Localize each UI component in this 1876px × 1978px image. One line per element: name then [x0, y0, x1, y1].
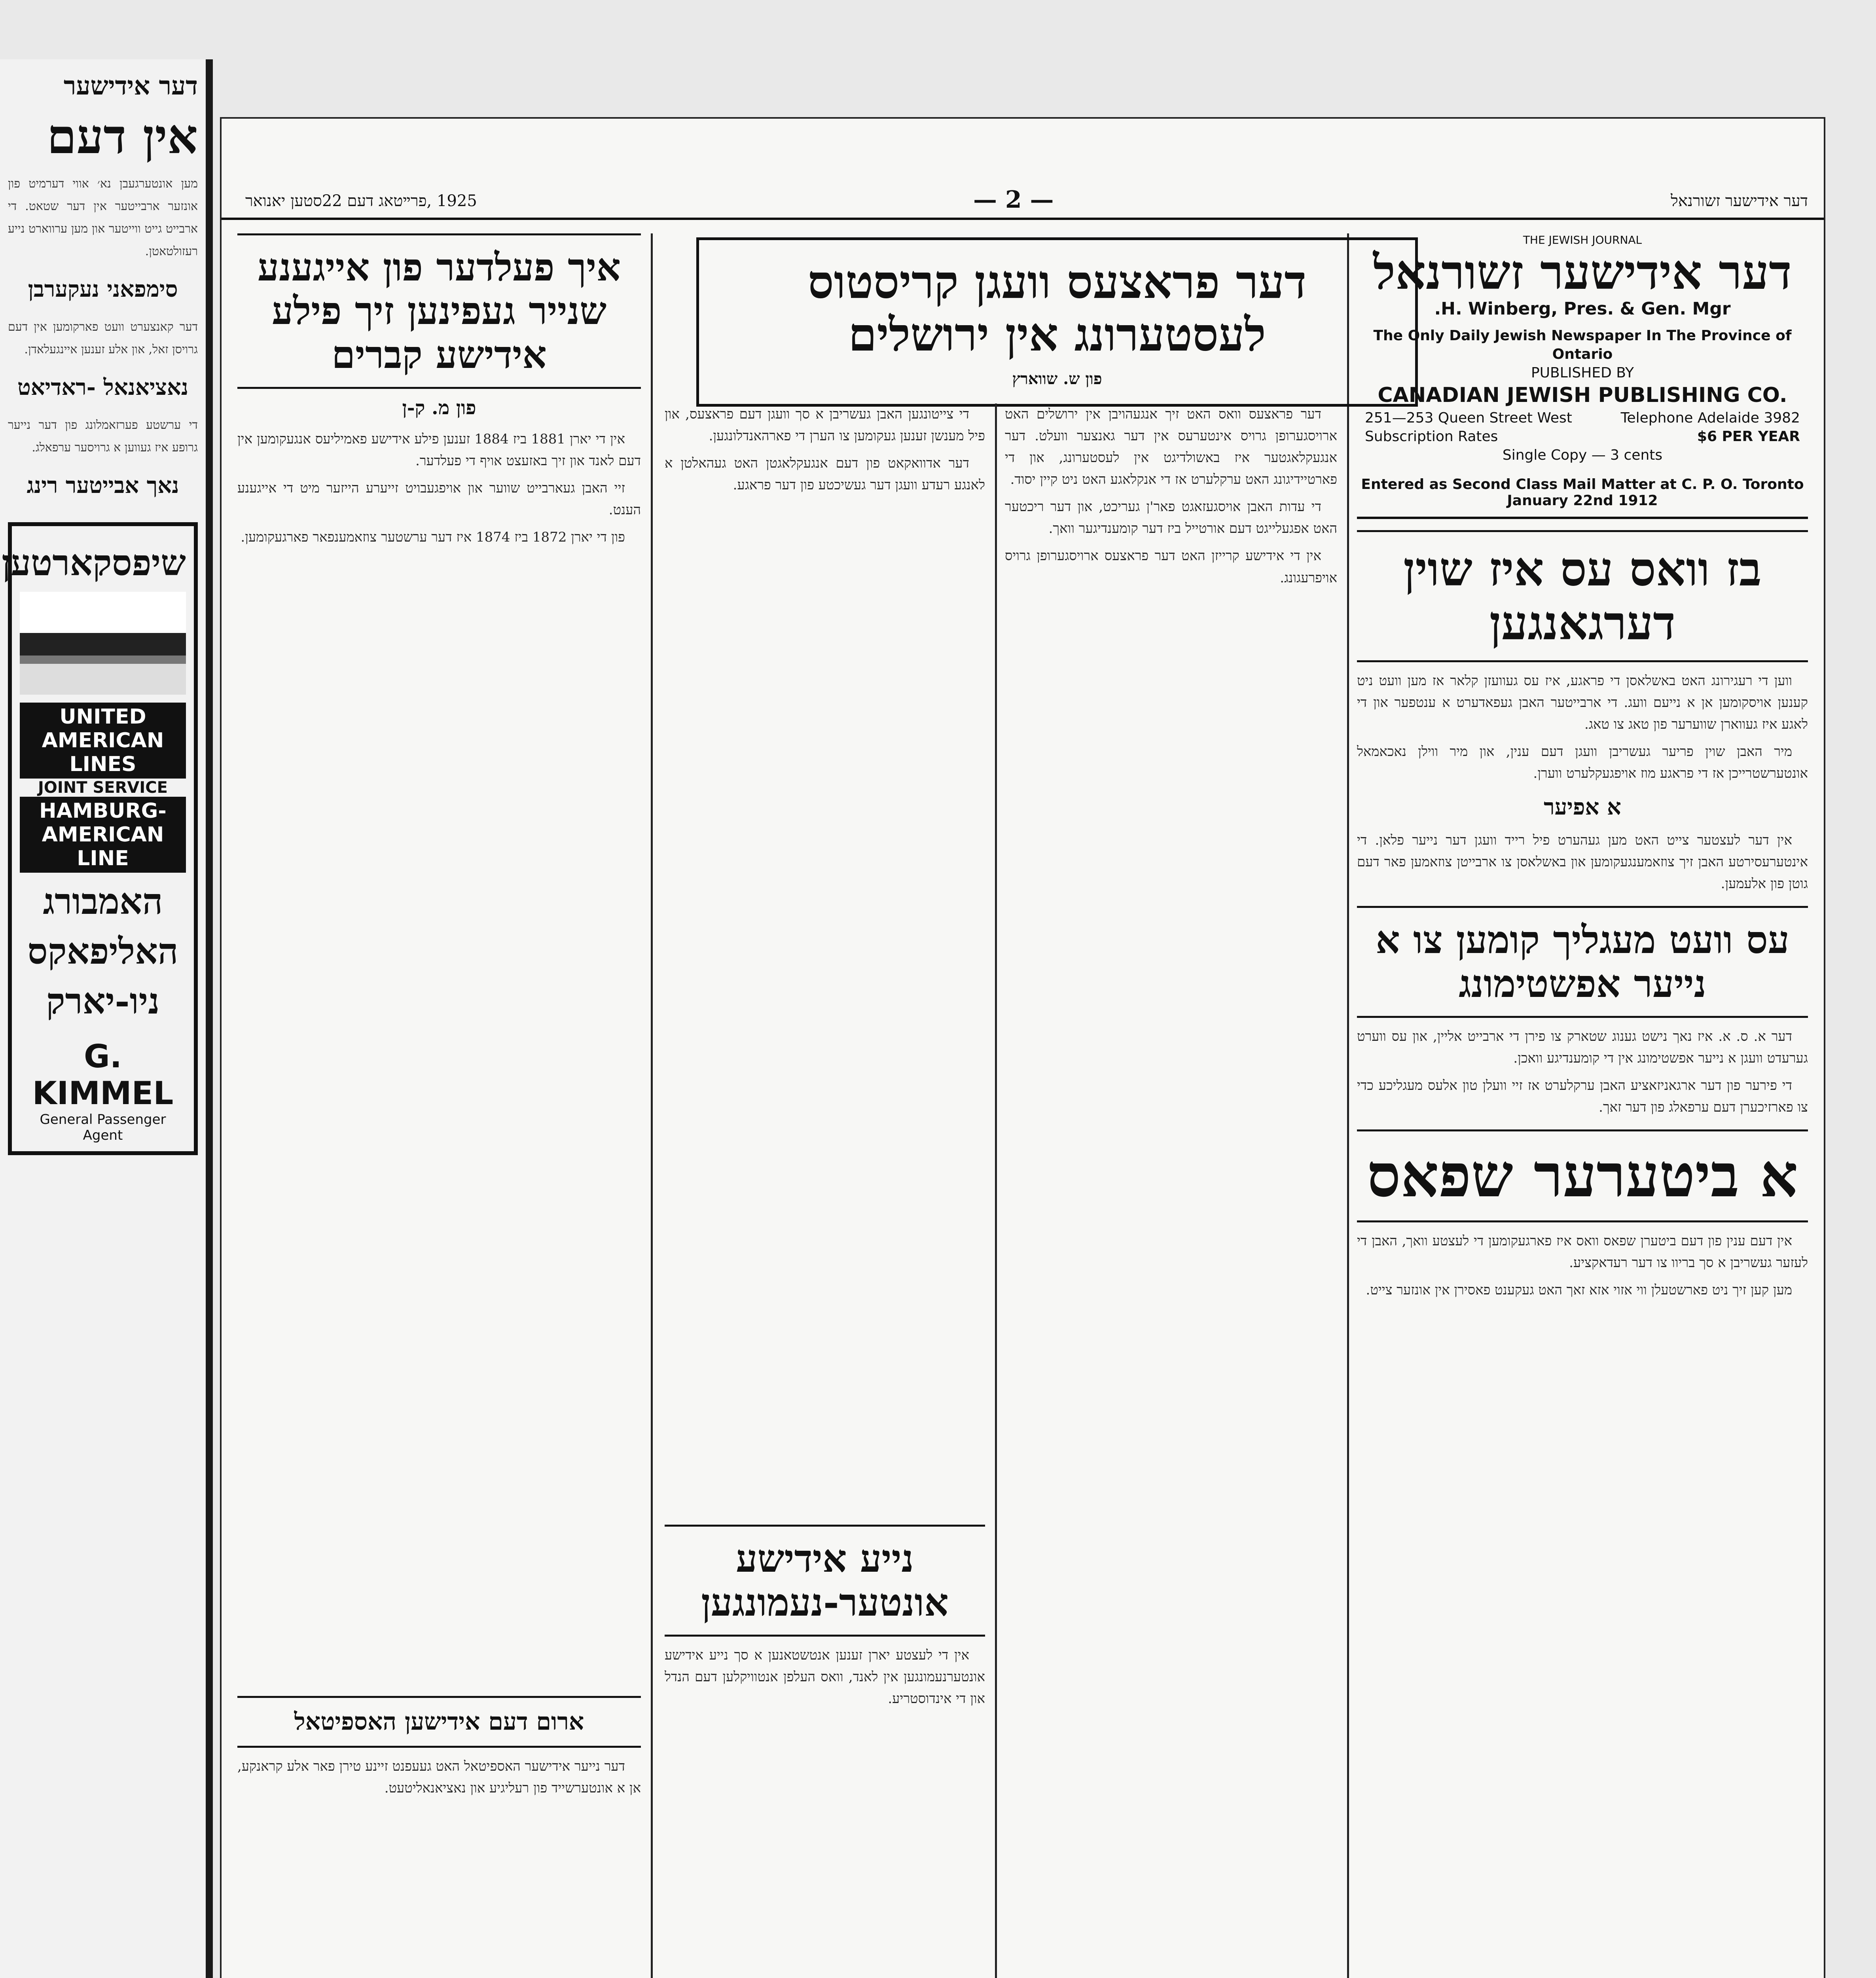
boxed-headline-title: דער פראצעס וועגן קריסטוס לעסטערונג אין ירושלים [807, 255, 1307, 362]
article-paragraph: אין די אידישע קרייזן האט דער פראצעס ארויסגערופן גרויס אויפרעגונג. [1005, 548, 1337, 586]
article-paragraph: מען קען זיך ניט פארשטעלן ווי אזוי אזא זאך האט געקענט פאסירן אין אונזער צייט. [1366, 1282, 1792, 1298]
column-4 [237, 233, 641, 1978]
masthead-subscription-year: $6 PER YEAR [1697, 428, 1800, 445]
article-headline: איך פעלדער פון אייגענע שנייר געפינען זיך פילע אידישע קברים [237, 233, 641, 389]
ad-line-2: JOINT SERVICE [38, 779, 168, 797]
article-byline: פון מ. ק-ן [402, 397, 476, 419]
article-paragraph: ווען די רעגירונג האט באשלאסן די פראגע, איז עס געוועזן קלאר אז מען וועט ניט קענען אויסקומען אן א נייעם וועג. די ארבייטער האבן געפאדערט א ענטפער און די לאגע איז געווארן שווערער פון טאג צו טאג. [1357, 673, 1808, 732]
masthead-address: 251—253 Queen Street West [1365, 409, 1572, 426]
article-paragraph: אין דער לעצטער צייט האט מען געהערט פיל רייד וועגן דער נייער פלאן. די אינטערעסירטע האבן זיך צוזאמענגעקומען און באשלאסן צו ארבייטן צוזאמען פאר דעם גוטן פון אלעמען. [1357, 832, 1808, 892]
strip-text: די ערשטע פערזאמלונג פון דער נייער גרופע איז געווען א גרויסער ערפאלג. [8, 418, 198, 455]
masthead-entered [1357, 476, 1808, 509]
strip-header: דער אידישער [63, 71, 198, 101]
article-body [665, 404, 985, 496]
article-headline: א ביטערער שפאס [1357, 1129, 1808, 1222]
masthead-subscription-row [1357, 428, 1808, 446]
article-subhead: א אפיער [1544, 794, 1621, 820]
newspaper-page [222, 119, 1824, 1978]
article-body [665, 1645, 985, 1710]
strip-subhead-1: סימפאני נעקערבן [28, 276, 178, 302]
masthead-info [1357, 327, 1808, 464]
shipping-advertisement [2, 522, 198, 1155]
article-paragraph: דער א. ס. א. איז נאך נישט גענוג שטארק צו פירן די ארבייט אליין, און עס ווערט גערעדט וועגן א נייער אפשטימונג אין די קומענדיגע וואכן. [1357, 1029, 1808, 1067]
article-headline: נייע אידישע אונטער-נעמונגען [665, 1525, 985, 1637]
masthead-title: דער אידישער זשורנאל [1373, 244, 1792, 300]
column-rule [1347, 233, 1349, 1978]
masthead-telephone: Telephone Adelaide 3982 [1620, 409, 1800, 426]
masthead-published-by: PUBLISHED BY [1531, 364, 1634, 381]
masthead-entered-line: Entered as Second Class Mail Matter at C. P. O. Toronto [1361, 476, 1804, 493]
folio-paper-name: דער אידישער זשורנאל [1671, 192, 1808, 210]
masthead-subscription-label: Subscription Rates [1365, 428, 1498, 445]
ad-title: שיפסקארטען [2, 542, 186, 584]
strip-title: אין דעם [47, 109, 198, 165]
page-folio [222, 186, 1824, 220]
article-paragraph: זיי האבן געארבייט שווער און אויפגעבויט זייערע הייזער מיט די אייגענע הענט. [237, 480, 641, 518]
ad-destination-1: האמבורג [43, 881, 163, 923]
article-body [1357, 1230, 1808, 1301]
masthead-single-copy: Single Copy — 3 cents [1502, 447, 1663, 463]
column-3 [665, 404, 985, 1978]
masthead [1357, 233, 1808, 519]
ad-line-3: HAMBURG-AMERICAN LINE [20, 797, 186, 873]
article-paragraph: אין דעם ענין פון דעם ביטערן שפאס וואס איז פארגעקומען די לעצטע וואך, האבן די לעזער געשריבן א סך בריוו צו דער רעדאקציע. [1357, 1233, 1808, 1271]
ad-agent-title: General Passenger Agent [40, 1112, 166, 1143]
article-body [1357, 670, 1808, 784]
masthead-company: CANADIAN JEWISH PUBLISHING CO. [1378, 383, 1787, 407]
strip-subhead-3: נאך אבייטער רינג [27, 472, 179, 498]
article-headline: בז וואס עס איז שוין דערגאנגען [1357, 530, 1808, 662]
ad-destination-2: האליפאקס [27, 930, 178, 972]
article-paragraph: אין די יארן 1881 ביז 1884 זענען פילע אידישע פאמיליעס אנגעקומען אין דעם לאנד און זיך באזעצט אויף די פעלדער. [237, 431, 641, 469]
article-paragraph: דער פראצעס וואס האט זיך אנגעהויבן אין ירושלים האט ארויסגערופן גרויס אינטערעס אין דער גאנצער וועלט. דער אנגעקלאגטער איז באשולדיגט אין לעסטערונג, און די פארטיידיגונג האט ערקלערט אז די אנקלאגע האט ניט קיין יסוד. [1005, 406, 1337, 488]
article-paragraph: די פירער פון דער ארגאניזאציע האבן ערקלערט אז זיי וועלן טון אלעס מעגליכע כדי צו פארזיכערן דעם ערפאלג פון דער זאך. [1357, 1078, 1808, 1116]
article-body [1005, 404, 1337, 589]
article-headline: עס וועט מעגליך קומען צו א נייער אפשטימונג [1357, 906, 1808, 1018]
ad-agent: G. KIMMEL [32, 1038, 174, 1112]
article-paragraph: פון די יארן 1872 ביז 1874 איז דער ערשטער צוזאמענפאר פארגעקומען. [241, 529, 625, 546]
left-page-strip [0, 59, 213, 1978]
boxed-headline-author: פון ש. שווארץ [1012, 369, 1102, 388]
article-paragraph: דער נייער אידישער האספיטאל האט געעפנט זיינע טירן פאר אלע קראנקע, אן א אונטערשייד פון רעליגיע און נאציאנאליטעט. [237, 1758, 641, 1796]
ship-illustration-icon [20, 592, 186, 695]
masthead-publisher: H. Winberg, Pres. & Gen. Mgr. [1434, 299, 1731, 319]
masthead-tagline: The Only Daily Jewish Newspaper In The Province of Ontario [1373, 328, 1792, 362]
masthead-entered-date: January 22nd 1912 [1507, 493, 1658, 509]
column-rule [651, 233, 653, 1978]
masthead-small-line: THE JEWISH JOURNAL [1523, 233, 1642, 246]
article-paragraph: אין די לעצטע יארן זענען אנטשטאנען א סך נייע אידישע אונטערנעמונגען אין לאנד, וואס העלפן אנטוויקלען דעם הנדל און די אינדוסטריע. [665, 1647, 985, 1707]
article-paragraph: די צייטונגען האבן געשריבן א סך וועגן דעם פראצעס, און פיל מענשן זענען געקומען צו הערן די פארהאנדלונגען. [665, 406, 985, 444]
column-1 [1357, 233, 1808, 1978]
article-paragraph: מיר האבן שוין פריער געשריבן וועגן דעם ענין, און מיר ווילן נאכאמאל אונטערשטרייכן אז די פראגע מוז אויפגעקלערט ווערן. [1357, 743, 1808, 782]
article-body [237, 428, 641, 548]
article-body [237, 1756, 641, 1799]
ad-destination-3: ניו-יארק [46, 980, 160, 1022]
article-body [1357, 1026, 1808, 1118]
column-rule [995, 404, 997, 1978]
strip-text: מען אונטערגעבן נא׳ אווי דערמיט פון אונזער ארבייטער אין דער שטאט. די ארבייט גייט ווייטער און מען ערווארט נייע רעזולטאטן. [8, 177, 198, 258]
strip-subhead-2: נאציאנאל -ראדיאט [17, 374, 189, 400]
article-paragraph: דער אדוואקאט פון דעם אנגעקלאגטן האט געהאלטן א לאנגע רעדע וועגן דער געשיכטע פון דער פראגע. [665, 455, 985, 493]
article-headline: ארום דעם אידישען האספיטאל [237, 1696, 641, 1748]
ad-line-1: UNITED AMERICAN LINES [20, 703, 186, 779]
boxed-headline [696, 237, 1418, 407]
article-paragraph: די עדות האבן אויסגעזאגט פאר'ן געריכט, און דער ריכטער האט אפגעלייגט דעם אורטייל ביז דער קומענדיגער וואך. [1005, 499, 1337, 537]
column-2 [1005, 404, 1337, 1978]
masthead-address-row [1357, 409, 1808, 428]
strip-text: דער קאנצערט וועט פארקומען אין דעם גרויסן זאל, און אלע זענען איינגעלאדן. [8, 320, 198, 356]
folio-date: 1925 ,פרײטאג דעם 22סטען יאנואר [245, 192, 477, 210]
article-body [1357, 830, 1808, 895]
folio-page-number: — 2 — [973, 186, 1054, 214]
